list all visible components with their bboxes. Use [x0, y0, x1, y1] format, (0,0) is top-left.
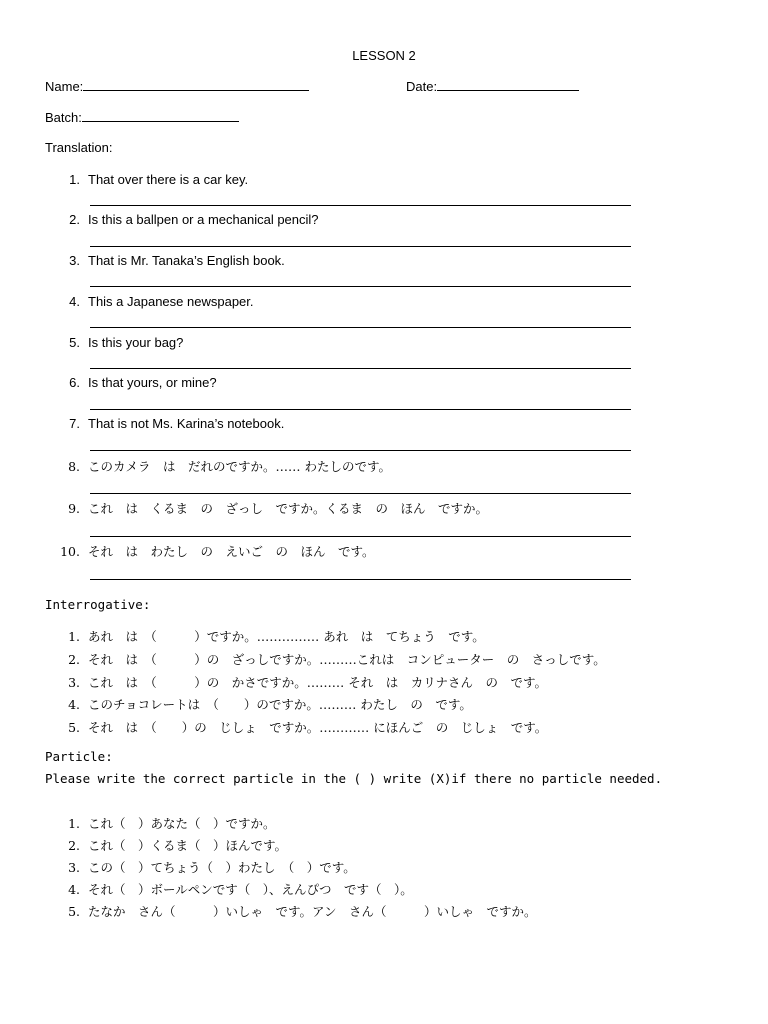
item-number: 1. [69, 172, 80, 187]
particle-item [60, 836, 287, 854]
interrogative-item [60, 627, 485, 645]
item-text: それ は わたし の えいご の ほん です。 [88, 544, 375, 559]
interrogative-item [60, 695, 472, 713]
translation-label: Translation: [45, 140, 113, 155]
item-text: それ（ ）ボールペンです（ ）、えんぴつ です（ ）。 [88, 882, 413, 897]
item-number: 1. [68, 816, 80, 831]
translation-item [60, 172, 248, 187]
item-text: That is Mr. Tanaka’s English book. [88, 253, 285, 268]
answer-line[interactable] [90, 286, 631, 287]
answer-line[interactable] [90, 368, 631, 369]
answer-line[interactable] [90, 579, 631, 580]
particle-item [60, 902, 537, 920]
page-title: LESSON 2 [352, 48, 416, 63]
item-text: これ は （ ）の かさですか。……… それ は カリナさん の です。 [88, 675, 547, 690]
item-text: それ は （ ）の ざっしですか。………これは コンピューター の さっしです。 [88, 652, 606, 667]
batch-label: Batch: [45, 110, 82, 125]
item-number: 3. [69, 253, 80, 268]
item-number: 3. [68, 860, 80, 875]
translation-item [60, 542, 375, 560]
item-text: たなか さん（ ）いしゃ です。アン さん（ ）いしゃ ですか。 [88, 904, 537, 919]
date-blank[interactable] [437, 78, 579, 91]
answer-line[interactable] [90, 536, 631, 537]
answer-line[interactable] [90, 327, 631, 328]
interrogative-item [60, 650, 606, 668]
item-number: 6. [69, 375, 80, 390]
translation-item [60, 335, 183, 350]
item-number: 7. [69, 416, 80, 431]
item-number: 9. [68, 501, 80, 516]
name-blank[interactable] [83, 78, 309, 91]
item-number: 5. [68, 720, 80, 735]
translation-item [60, 375, 217, 390]
answer-line[interactable] [90, 493, 631, 494]
item-number: 2. [68, 652, 80, 667]
date-label: Date: [406, 79, 438, 94]
particle-instruction: Please write the correct particle in the ( ) write (X)if there no particle needed. [45, 771, 663, 786]
item-text: This a Japanese newspaper. [88, 294, 254, 309]
date-field [406, 78, 579, 94]
particle-item [60, 880, 413, 898]
item-text: それ は （ ）の じしょ ですか。………… にほんご の じしょ です。 [88, 720, 548, 735]
batch-blank[interactable] [82, 109, 239, 122]
batch-field [45, 109, 239, 125]
name-field [45, 78, 309, 94]
answer-line[interactable] [90, 450, 631, 451]
item-number: 3. [68, 675, 80, 690]
item-text: このカメラ は だれのですか。…… わたしのです。 [88, 459, 391, 474]
item-text: このチョコレートは （ ）のですか。……… わたし の です。 [88, 697, 472, 712]
item-number: 1. [68, 629, 80, 644]
item-number: 4. [68, 882, 80, 897]
translation-item [60, 416, 284, 431]
item-number: 2. [69, 212, 80, 227]
item-text: Is this your bag? [88, 335, 184, 350]
answer-line[interactable] [90, 409, 631, 410]
item-text: Is that yours, or mine? [88, 375, 217, 390]
item-text: これ（ ）くるま（ ）ほんです。 [88, 838, 288, 853]
item-text: あれ は （ ）ですか。…………… あれ は てちょう です。 [88, 629, 485, 644]
translation-item [60, 212, 319, 227]
item-text: Is this a ballpen or a mechanical pencil? [88, 212, 319, 227]
item-number: 5. [68, 904, 80, 919]
item-text: これ（ ）あなた（ ）ですか。 [88, 816, 276, 831]
item-number: 4. [69, 294, 80, 309]
translation-item [60, 294, 254, 309]
answer-line[interactable] [90, 246, 631, 247]
item-number: 4. [68, 697, 80, 712]
translation-item [60, 457, 391, 475]
particle-item [60, 858, 356, 876]
interrogative-item [60, 673, 547, 691]
item-text: That over there is a car key. [88, 172, 249, 187]
translation-item [60, 253, 285, 268]
particle-label: Particle: [45, 749, 113, 764]
translation-item [60, 499, 488, 517]
item-text: この（ ）てちょう（ ）わたし （ ）です。 [88, 860, 356, 875]
item-text: これ は くるま の ざっし ですか。くるま の ほん ですか。 [88, 501, 489, 516]
item-number: 10. [60, 544, 80, 559]
answer-line[interactable] [90, 205, 631, 206]
item-number: 5. [69, 335, 80, 350]
interrogative-label: Interrogative: [45, 597, 151, 612]
particle-item [60, 814, 276, 832]
item-number: 8. [68, 459, 80, 474]
interrogative-item [60, 718, 547, 736]
item-text: That is not Ms. Karina’s notebook. [88, 416, 285, 431]
name-label: Name: [45, 79, 84, 94]
item-number: 2. [68, 838, 80, 853]
